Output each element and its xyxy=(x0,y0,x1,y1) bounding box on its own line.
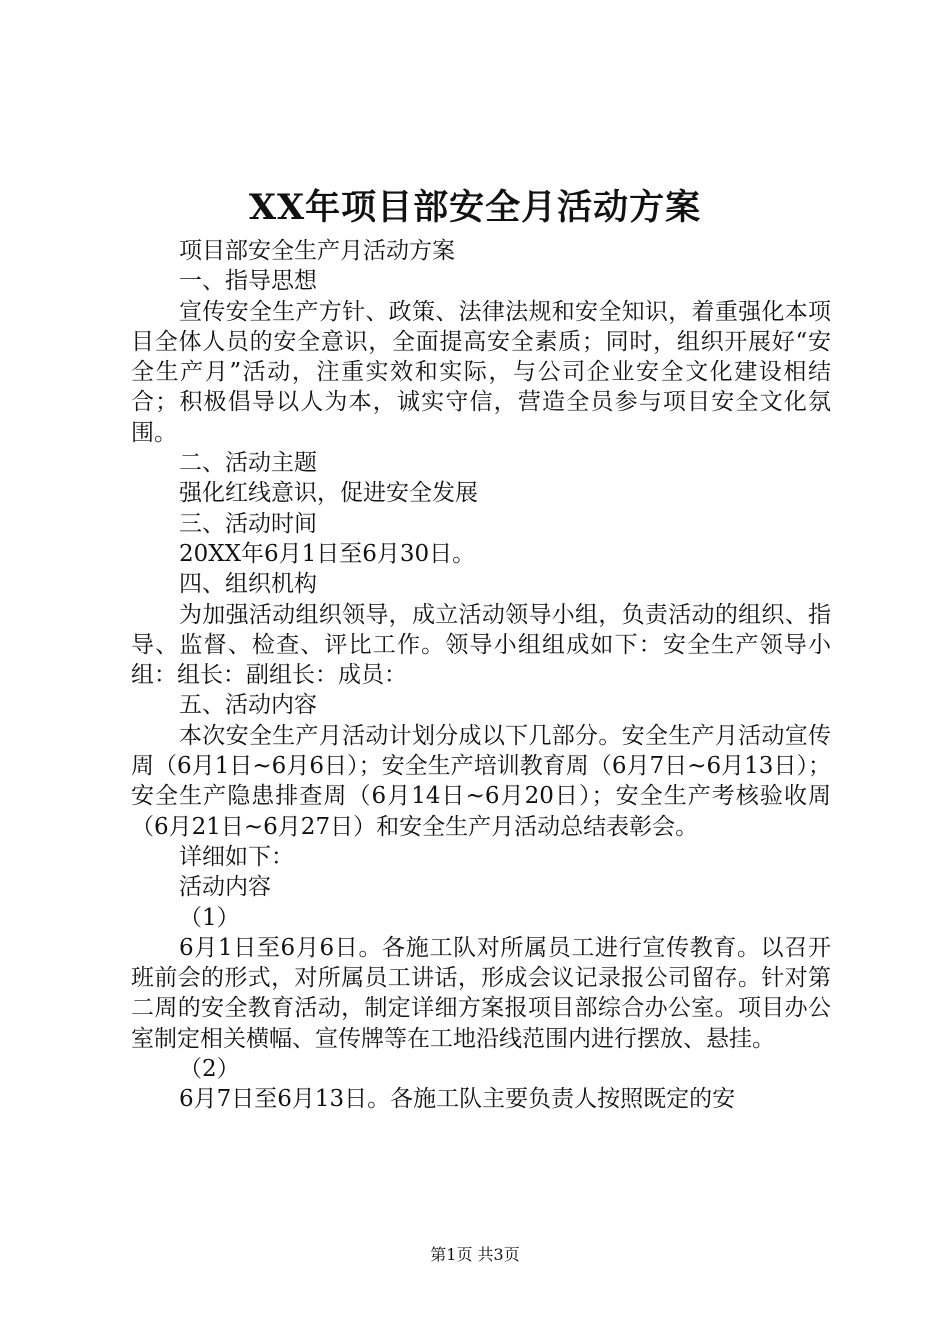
paragraph-organization: 为加强活动组织领导，成立活动领导小组，负责活动的组织、指导、监督、检查、评比工作。领导小组组成如下：安全生产领导小组：组长：副组长：成员： xyxy=(131,601,831,689)
item-number-1: （1） xyxy=(179,904,240,931)
section-heading-activity-time: 三、活动时间 xyxy=(179,510,317,537)
document-body xyxy=(131,236,831,1115)
section-heading-guiding-ideology: 一、指导思想 xyxy=(179,268,317,295)
paragraph-guiding-ideology: 宣传安全生产方针、政策、法律法规和安全知识，着重强化本项目全体人员的安全意识，全面提高安全素质；同时，组织开展好“安全生产月”活动，注重实效和实际，与公司企业安全文化建设相结合；积极倡导以人为本，诚实守信，营造全员参与项目安全文化氛围。 xyxy=(131,298,831,446)
paragraph-week-2: 6月7日至6月13日。各施工队主要负责人按照既定的安 xyxy=(179,1086,736,1113)
paragraph-activity-theme: 强化红线意识，促进安全发展 xyxy=(179,480,478,507)
paragraph-week-1: 6月1日至6月6日。各施工队对所属员工进行宣传教育。以召开班前会的形式，对所属员工讲话，形成会议记录报公司留存。针对第二周的安全教育活动，制定详细方案报项目部综合办公室。项目办公室制定相关横幅、宣传牌等在工地沿线范围内进行摆放、悬挂。 xyxy=(131,934,831,1052)
paragraph-activity-plan: 本次安全生产月活动计划分成以下几部分。安全生产月活动宣传周（6月1日~6月6日）；安全生产培训教育周（6月7日~6月13日）；安全生产隐患排查周（6月14日~6月20日）；安全生产考核验收周（6月21日~6月27日）和安全生产月活动总结表彰会。 xyxy=(131,722,831,840)
section-heading-activity-theme: 二、活动主题 xyxy=(179,450,317,477)
section-heading-organization: 四、组织机构 xyxy=(179,571,317,598)
paragraph-activity-time: 20XX年6月1日至6月30日。 xyxy=(179,540,476,567)
subtitle-paragraph: 项目部安全生产月活动方案 xyxy=(179,238,455,264)
section-heading-activity-content: 五、活动内容 xyxy=(179,692,317,719)
item-number-2: （2） xyxy=(179,1056,240,1083)
paragraph-details-intro: 详细如下： xyxy=(179,843,294,870)
document-title: XX年项目部安全月活动方案 xyxy=(248,187,702,228)
page-footer: 第1页 共3页 xyxy=(430,1245,520,1264)
paragraph-content-label: 活动内容 xyxy=(179,874,271,901)
